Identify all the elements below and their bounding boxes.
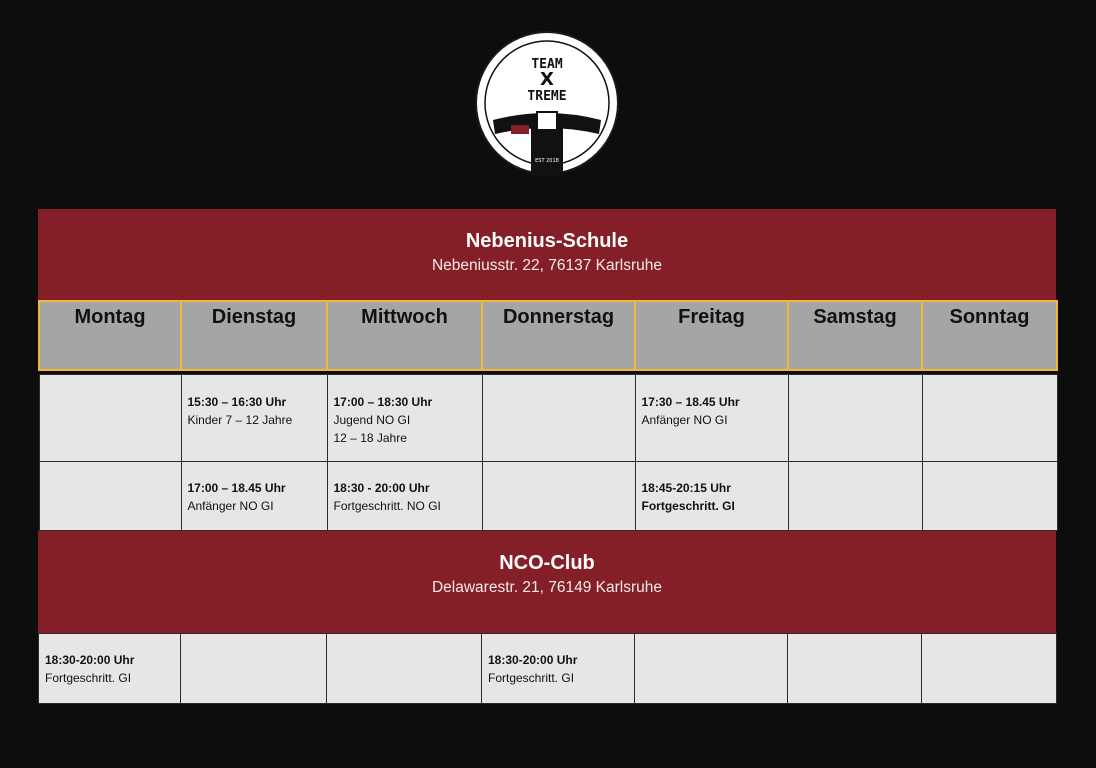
slot-sonntag <box>922 634 1057 704</box>
venue-header-nebenius <box>38 209 1056 300</box>
slot-freitag <box>635 462 788 531</box>
slot-dienstag <box>181 375 327 462</box>
slot-description: Fortgeschritt. GI <box>641 499 735 513</box>
slot-time: 17:00 – 18.45 Uhr <box>187 481 286 495</box>
slot-dienstag <box>181 634 327 704</box>
weekday-header-row <box>39 301 1057 370</box>
slot-time: 17:00 – 18:30 Uhr <box>333 395 433 409</box>
slot-description: Fortgeschritt. GI <box>488 671 575 685</box>
weekday-grid <box>38 300 1058 531</box>
slot-dienstag <box>181 462 327 531</box>
logo-text-treme: TREME <box>527 89 567 104</box>
slot-time: 18:45-20:15 Uhr <box>641 481 731 495</box>
slot-sonntag <box>922 462 1057 531</box>
slot-time: 15:30 – 16:30 Uhr <box>187 395 287 409</box>
slot-time: 17:30 – 18.45 Uhr <box>641 395 740 409</box>
day-header-samstag: Samstag <box>788 301 922 370</box>
table-row <box>39 375 1057 462</box>
slot-time: 18:30-20:00 Uhr <box>45 653 135 667</box>
venue-name: NCO-Club <box>499 552 595 574</box>
slot-description: Kinder 7 – 12 Jahre <box>187 413 293 427</box>
slot-donnerstag <box>482 634 635 704</box>
logo-text-x: X <box>540 69 554 90</box>
slot-description: Fortgeschritt. NO GI <box>333 499 441 513</box>
team-xtreme-logo <box>473 28 621 178</box>
day-header-dienstag: Dienstag <box>181 301 327 370</box>
slot-time: 18:30-20:00 Uhr <box>488 653 578 667</box>
table-row <box>39 462 1057 531</box>
weekday-grid-nco <box>38 633 1057 704</box>
slot-sonntag <box>922 375 1057 462</box>
slot-montag <box>39 634 181 704</box>
day-header-donnerstag: Donnerstag <box>482 301 635 370</box>
venue-address: Nebeniusstr. 22, 76137 Karlsruhe <box>431 257 663 274</box>
slot-description: Jugend NO GI 12 – 18 Jahre <box>333 413 411 445</box>
slot-mittwoch <box>327 375 482 462</box>
day-header-freitag: Freitag <box>635 301 788 370</box>
slot-mittwoch <box>327 462 482 531</box>
slot-description: Fortgeschritt. GI <box>45 671 132 685</box>
slot-samstag <box>788 375 922 462</box>
slot-time: 18:30 - 20:00 Uhr <box>333 481 430 495</box>
slot-freitag <box>635 634 788 704</box>
table-row <box>39 634 1057 704</box>
slot-samstag <box>788 462 922 531</box>
slot-samstag <box>788 634 922 704</box>
slot-montag <box>39 375 181 462</box>
logo-text-est: EST 2018 <box>535 158 559 164</box>
day-header-mittwoch: Mittwoch <box>327 301 482 370</box>
slot-description: Anfänger NO GI <box>187 499 274 513</box>
logo-text-team: TEAM <box>531 57 563 72</box>
slot-description: Anfänger NO GI <box>641 413 728 427</box>
slot-mittwoch <box>327 634 482 704</box>
day-header-montag: Montag <box>39 301 181 370</box>
venue-header-nco-club <box>38 531 1056 633</box>
venue-name: Nebenius-Schule <box>465 230 629 252</box>
slot-freitag <box>635 375 788 462</box>
slot-donnerstag <box>482 462 635 531</box>
venue-address: Delawarestr. 21, 76149 Karlsruhe <box>431 579 663 596</box>
slot-montag <box>39 462 181 531</box>
slot-donnerstag <box>482 375 635 462</box>
schedule-table <box>38 209 1056 704</box>
day-header-sonntag: Sonntag <box>922 301 1057 370</box>
